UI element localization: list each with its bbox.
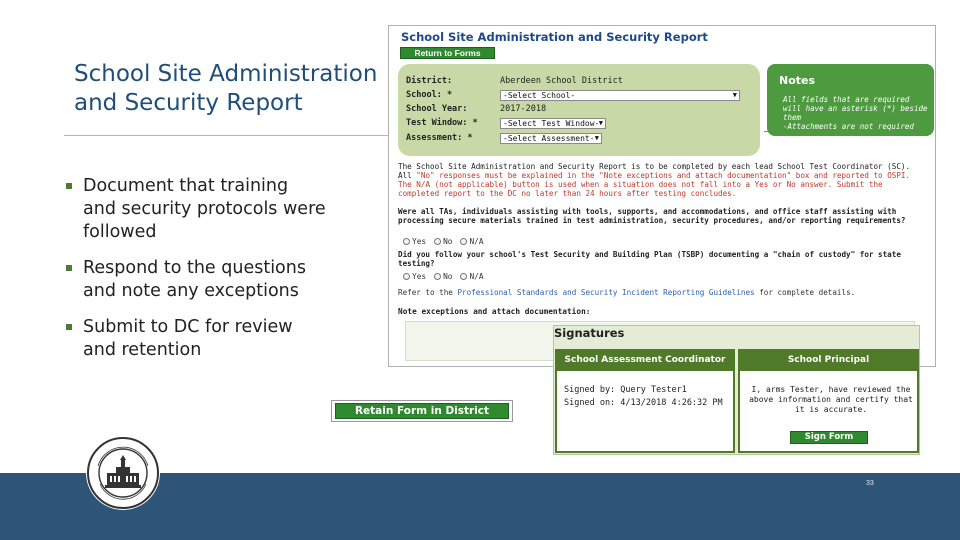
instructions-part: The School Site Administration and Security Report is to be completed by each lead School Test Coordinator (SC). All	[398, 162, 911, 180]
test-window-select[interactable]	[500, 118, 606, 129]
school-select-value: -Select School-	[503, 91, 576, 100]
radio-label: Yes	[412, 237, 427, 246]
report-form-screenshot	[388, 25, 936, 367]
question-2-options	[403, 272, 484, 281]
radio-na[interactable]	[460, 272, 483, 281]
assessment-label: Assessment: *	[406, 133, 473, 143]
radio-label: No	[443, 237, 453, 246]
bullet-square-icon	[66, 265, 72, 271]
radio-yes[interactable]	[403, 272, 426, 281]
bullet-text: Document that training and security protocols were followed	[83, 176, 326, 242]
question-2: Did you follow your school's Test Security and Building Plan (TSBP) documenting a "chain of custody" for state testing?	[398, 250, 901, 268]
question-1-options	[403, 237, 484, 246]
instructions-text	[398, 162, 912, 198]
coordinator-signature-box	[555, 349, 735, 453]
return-to-forms-button[interactable]: Return to Forms	[400, 47, 495, 59]
bullet-item	[66, 175, 326, 244]
school-select[interactable]	[500, 90, 740, 101]
sign-form-button[interactable]: Sign Form	[790, 431, 868, 444]
principal-certify-text: I, arms Tester, have reviewed the above information and certify that it is accurate.	[749, 385, 913, 414]
notes-line: All fields that are required will have an asterisk (*) beside them	[783, 95, 928, 122]
school-year-label: School Year:	[406, 104, 468, 114]
test-window-label: Test Window: *	[406, 118, 478, 128]
radio-circle-icon	[434, 273, 441, 280]
assessment-select[interactable]	[500, 133, 602, 144]
notes-line: -Attachments are not required	[783, 122, 914, 131]
bullet-square-icon	[66, 324, 72, 330]
retain-form-button[interactable]: Retain Form in District	[335, 403, 509, 419]
radio-label: N/A	[469, 237, 484, 246]
notes-panel	[767, 64, 934, 136]
radio-circle-icon	[434, 238, 441, 245]
signed-by-text: Signed by: Query Tester1	[564, 385, 687, 395]
radio-circle-icon	[403, 238, 410, 245]
bullet-square-icon	[66, 183, 72, 189]
seal-icon	[86, 436, 160, 510]
radio-circle-icon	[460, 238, 467, 245]
radio-label: No	[443, 272, 453, 281]
title-divider	[64, 135, 394, 136]
radio-circle-icon	[403, 273, 410, 280]
selection-panel	[398, 64, 760, 156]
principal-heading: School Principal	[740, 351, 917, 371]
bullet-text: Respond to the questions and note any exceptions	[83, 258, 306, 301]
chevron-down-icon: ▼	[732, 91, 737, 99]
test-window-select-value: -Select Test Window-	[503, 119, 600, 128]
notes-text	[783, 95, 931, 131]
signatures-panel	[553, 325, 920, 455]
signatures-title: Signatures	[554, 326, 625, 340]
school-year-value: 2017-2018	[500, 104, 547, 114]
bullet-list	[66, 175, 326, 375]
divider	[764, 131, 768, 132]
district-value: Aberdeen School District	[500, 76, 623, 86]
radio-yes[interactable]	[403, 237, 426, 246]
bullet-text: Submit to DC for review and retention	[83, 317, 293, 360]
note-exceptions-label: Note exceptions and attach documentation:	[398, 307, 591, 316]
refer-prefix: Refer to the	[398, 288, 453, 297]
refer-text	[398, 288, 855, 297]
principal-signature-box	[738, 349, 919, 453]
notes-heading: Notes	[779, 74, 816, 87]
radio-label: Yes	[412, 272, 427, 281]
bullet-item	[66, 316, 326, 362]
school-label: School: *	[406, 90, 453, 100]
coordinator-heading: School Assessment Coordinator	[557, 351, 733, 371]
chevron-down-icon: ▼	[598, 119, 603, 127]
radio-no[interactable]	[434, 237, 452, 246]
radio-na[interactable]	[460, 237, 483, 246]
form-title: School Site Administration and Security Report	[401, 30, 708, 44]
ospi-seal-logo	[86, 436, 160, 510]
chevron-down-icon: ▼	[594, 134, 599, 142]
instructions-warning: "No" responses must be explained in the "Note exceptions and attach documentation" box and reported to OSPI. The	[398, 171, 911, 189]
page-number: 33	[866, 480, 874, 487]
bullet-item	[66, 257, 326, 303]
assessment-select-value: -Select Assessment-	[503, 134, 595, 143]
radio-no[interactable]	[434, 272, 452, 281]
guidelines-link[interactable]: Professional Standards and Security Incident Reporting Guidelines	[457, 288, 755, 297]
question-1: Were all TAs, individuals assisting with tools, supports, and accommodations, and office staff assisting with processing secure materials trained in test administration, security procedures, and/or reporting requirements?	[398, 207, 906, 225]
radio-label: N/A	[469, 272, 484, 281]
refer-suffix: for complete details.	[759, 288, 856, 297]
signed-on-text: Signed on: 4/13/2018 4:26:32 PM	[564, 398, 723, 408]
retain-button-frame	[331, 400, 513, 422]
radio-circle-icon	[460, 273, 467, 280]
slide-title: School Site Administration and Security Report	[74, 61, 378, 116]
instructions-warning: report to the DC no later than 24 hours after testing concludes.	[443, 189, 737, 198]
district-label: District:	[406, 76, 453, 86]
instructions-warning: N/A (not applicable) button is used when a situation does not fall into a Yes or No answer. Submit the completed	[398, 180, 883, 198]
